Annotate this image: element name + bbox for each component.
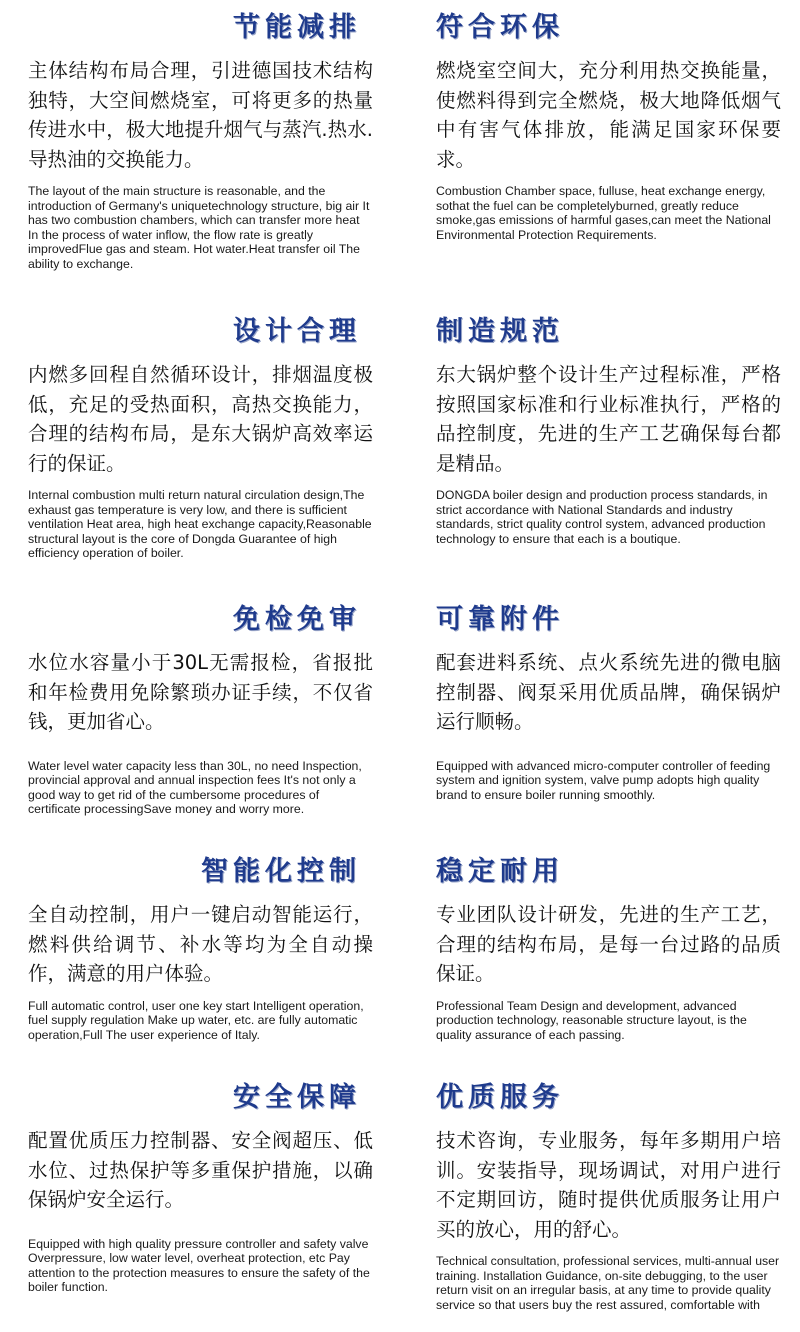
section-description-en: The layout of the main structure is reasonable, and the introduction of Germany's uniquetechnology structure, big air It has two combustion chambers, which can transfer more heat In the process of water inflow, the flow rate is greatly improvedFlue gas and steam. Hot water.Heat transfer oil The ability to exchange. [28, 184, 370, 271]
section-description-en: Combustion Chamber space, fulluse, heat exchange energy, sothat the fuel can be completelyburned, greatly reduce smoke,gas emissions of harmful gases,can meet the National Environmental Protection Requirements. [436, 184, 771, 242]
section-manufacturing-standard [436, 312, 781, 546]
section-title: 免检免审 [233, 604, 361, 635]
section-description-zh: 内燃多回程自然循环设计，排烟温度极低，充足的受热面积，高热交换能力，合理的结构布局，是东大锅炉高效率运行的保证。 [28, 363, 373, 475]
section-energy-saving [28, 8, 373, 272]
section-description-zh: 东大锅炉整个设计生产过程标准，严格按照国家标准和行业标准执行，严格的品控制度，先进的生产工艺确保每台都是精品。 [436, 363, 781, 475]
section-description-zh: 主体结构布局合理，引进德国技术结构独特，大空间燃烧室，可将更多的热量传进水中，极大地提升烟气与蒸汽.热水.导热油的交换能力。 [28, 59, 373, 171]
section-title: 符合环保 [436, 12, 564, 43]
section-description-en: Internal combustion multi return natural circulation design,The exhaust gas temperature is very low, and there is sufficient ventilation Heat area, high heat exchange capacity,Reasonable structural layout is the core of Dongda Guarantee of high efficiency operation of boiler. [28, 488, 372, 561]
section-reasonable-design [28, 312, 373, 561]
section-inspection-free [28, 600, 373, 817]
section-description-zh: 燃烧室空间大，充分利用热交换能量，使燃料得到完全燃烧，极大地降低烟气中有害气体排放，能满足国家环保要求。 [436, 59, 781, 171]
section-description-en: Equipped with advanced micro-computer controller of feeding system and ignition system, valve pump adopts high quality brand to ensure boiler running smoothly. [436, 758, 771, 802]
section-safety-guarantee [28, 1078, 373, 1295]
section-description-en: Professional Team Design and development, advanced production technology, reasonable structure layout, is the quality assurance of each passing. [436, 998, 747, 1042]
section-description-zh: 配套进料系统、点火系统先进的微电脑控制器、阀泵采用优质品牌，确保锅炉运行顺畅。 [436, 651, 781, 733]
section-description-en: Water level water capacity less than 30L, no need Inspection, provincial approval and annual inspection fees It's not only a good way to get rid of the cumbersome procedures of certificate processingSave money and worry more. [28, 758, 362, 817]
section-environmental [436, 8, 781, 242]
section-description-zh: 全自动控制，用户一键启动智能运行，燃料供给调节、补水等均为全自动操作，满意的用户体验。 [28, 903, 373, 985]
section-description-zh: 水位水容量小于30L无需报检，省报批和年检费用免除繁琐办证手续，不仅省钱，更加省心。 [28, 651, 373, 733]
section-title: 节能减排 [233, 12, 361, 43]
section-description-en: Equipped with high quality pressure controller and safety valve Overpressure, low water level, overheat protection, etc Pay attention to the protection measures to ensure the safety of the boiler function. [28, 1236, 370, 1295]
section-intelligent-control [28, 852, 373, 1042]
section-reliable-accessories [436, 600, 781, 802]
section-title: 智能化控制 [201, 856, 361, 887]
section-title: 稳定耐用 [436, 856, 564, 887]
section-title: 制造规范 [436, 316, 564, 347]
section-title: 安全保障 [233, 1082, 361, 1113]
section-stable-durable [436, 852, 781, 1042]
section-title: 优质服务 [436, 1082, 564, 1113]
section-description-zh: 技术咨询，专业服务，每年多期用户培训。安装指导，现场调试，对用户进行不定期回访，随时提供优质服务让用户买的放心，用的舒心。 [436, 1129, 781, 1241]
section-description-zh: 专业团队设计研发，先进的生产工艺，合理的结构布局，是每一台过路的品质保证。 [436, 903, 781, 985]
section-title: 设计合理 [233, 316, 361, 347]
section-description-en: Full automatic control, user one key start Intelligent operation, fuel supply regulation Make up water, etc. are fully automatic operation,Full The user experience of Italy. [28, 998, 364, 1042]
section-description-en: DONGDA boiler design and production process standards, in strict accordance with National Standards and industry standards, strict quality control system, advanced production technology to ensure that each is a boutique. [436, 488, 768, 546]
section-description-en: Technical consultation, professional services, multi-annual user training. Installation Guidance, on-site debugging, to the user return visit on an irregular basis, at any time to provide quality service so that users buy the rest assured, comfortable with [436, 1254, 780, 1312]
section-quality-service [436, 1078, 781, 1312]
section-description-zh: 配置优质压力控制器、安全阀超压、低水位、过热保护等多重保护措施，以确保锅炉安全运行。 [28, 1129, 373, 1211]
section-title: 可靠附件 [436, 604, 564, 635]
